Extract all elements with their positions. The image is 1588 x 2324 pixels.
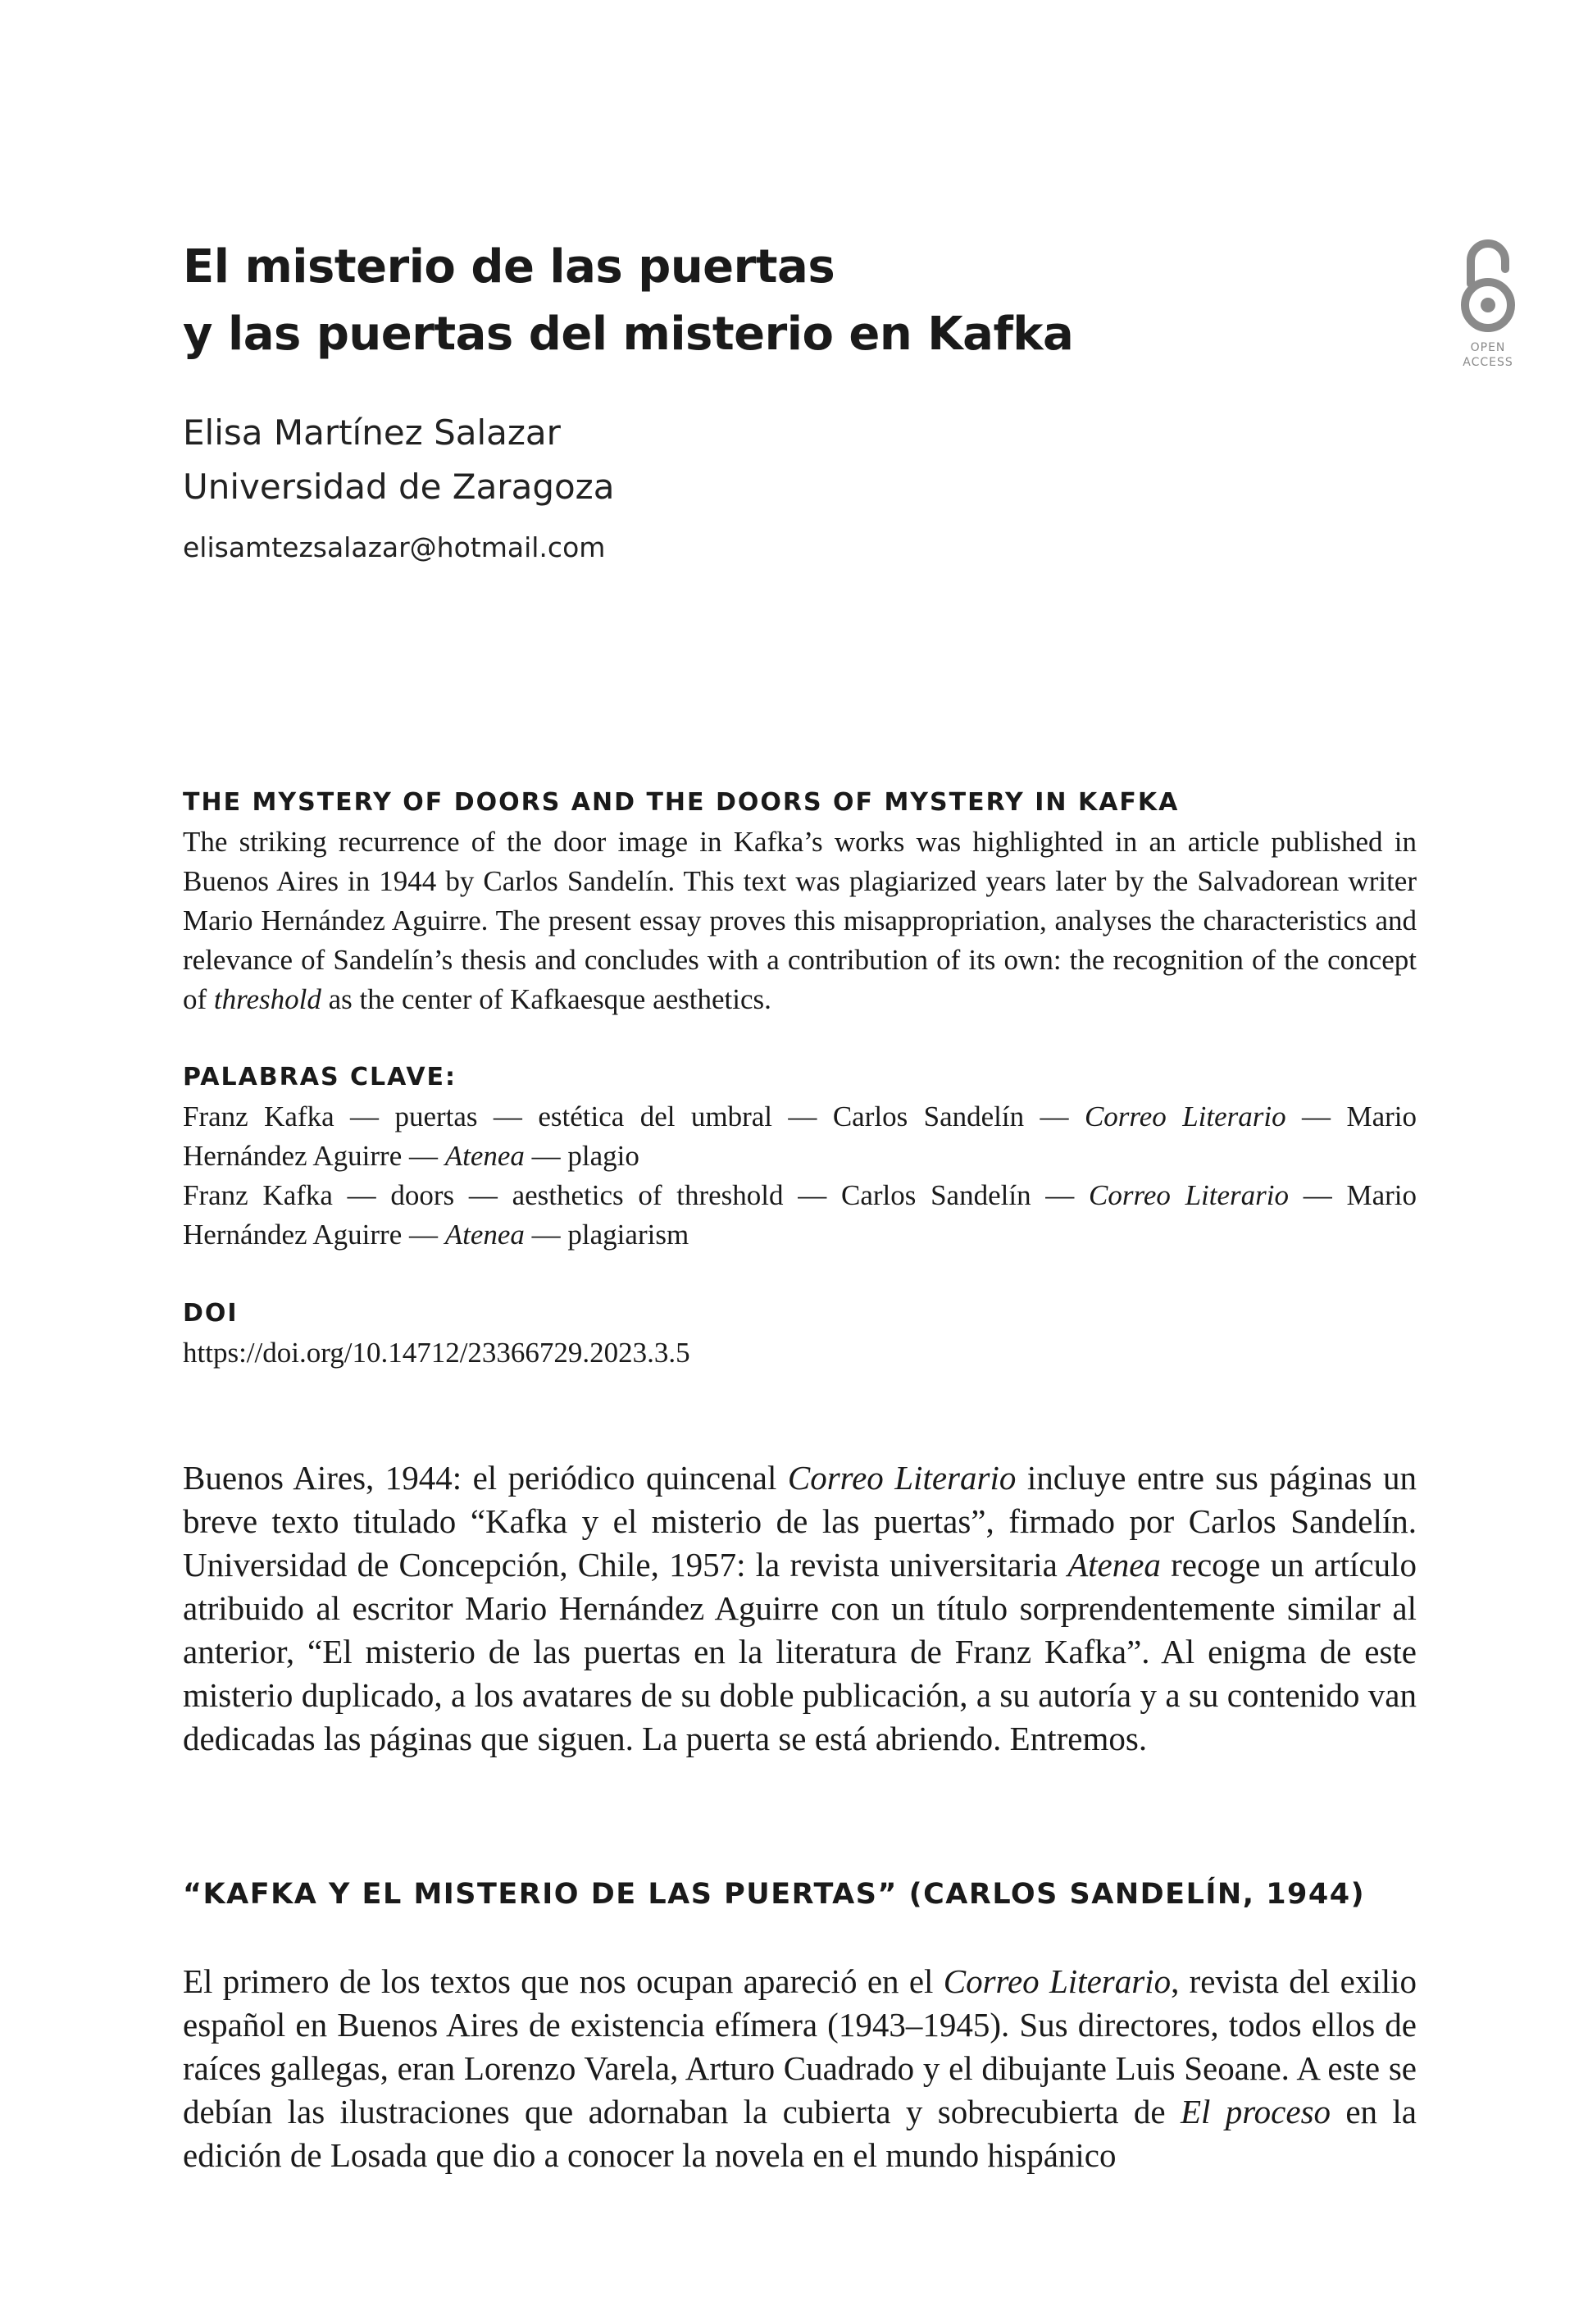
- keywords-en-italic: Correo Literario: [1089, 1179, 1289, 1211]
- keywords-es-part: — plagio: [524, 1140, 639, 1172]
- title-line-2: y las puertas del misterio en Kafka: [183, 308, 1074, 361]
- article-title: [183, 234, 1413, 368]
- keywords-en-italic: Atenea: [444, 1219, 525, 1251]
- title-line-1: El misterio de las puertas: [183, 240, 835, 294]
- keywords-section: [183, 1058, 1417, 1255]
- abstract-section: [183, 783, 1417, 1019]
- section-paragraph: [183, 1960, 1417, 2177]
- open-access-icon: [1457, 236, 1519, 335]
- open-access-line-1: OPEN: [1470, 341, 1506, 354]
- keywords-en-part: — Mario Hernández Aguirre —: [183, 1179, 1417, 1251]
- section-heading: “KAFKA Y EL MISTERIO DE LAS PUERTAS” (CARLOS SANDELÍN, 1944): [183, 1878, 1366, 1911]
- abstract-text-end: as the center of Kafkaesque aesthetics.: [321, 983, 771, 1015]
- open-access-badge: [1455, 236, 1521, 370]
- section-italic: El proceso: [1180, 2093, 1331, 2130]
- intro-paragraph: [183, 1456, 1417, 1761]
- abstract-text-part: The striking recurrence of the door image in Kafka’s works was highlighted in an article published in Buenos Aires in 1944 by Carlos Sandelín. This text was plagiarized years later by the Salvadorean writer Mario Hernández Aguirre. The present essay proves this misappropriation, analyses the characteristics and relevance of Sandelín’s thesis and concludes with a contribution of its own: the recognition of the concept of: [183, 826, 1417, 1015]
- keywords-es-part: — Mario Hernández Aguirre —: [183, 1100, 1417, 1172]
- author-block: [183, 406, 614, 514]
- keywords-en-part: Franz Kafka — doors — aesthetics of threshold — Carlos Sandelín —: [183, 1179, 1090, 1211]
- keywords-es-part: Franz Kafka — puertas — estética del umbral — Carlos Sandelín —: [183, 1100, 1085, 1132]
- doi-heading: DOI: [183, 1299, 239, 1328]
- open-access-line-2: ACCESS: [1463, 356, 1513, 369]
- keywords-es-italic: Correo Literario: [1084, 1100, 1286, 1132]
- intro-italic: Atenea: [1067, 1546, 1161, 1584]
- open-access-label: [1455, 340, 1521, 370]
- intro-text: Buenos Aires, 1944: el periódico quincenal: [183, 1459, 788, 1497]
- abstract-heading: THE MYSTERY OF DOORS AND THE DOORS OF MYSTERY IN KAFKA: [183, 788, 1180, 817]
- section-italic: Correo Literario: [943, 1962, 1172, 2000]
- abstract-italic-term: threshold: [213, 983, 321, 1015]
- intro-text: incluye entre sus páginas un breve texto titulado “Kafka y el misterio de las puertas”, firmado por Carlos Sandelín. Universidad de Concepción, Chile, 1957: la revista universitaria: [183, 1459, 1417, 1584]
- intro-text: recoge un artículo atribuido al escritor Mario Hernández Aguirre con un título sorprendentemente similar al anterior, “El misterio de las puertas en la literatura de Franz Kafka”. Al enigma de este misterio duplicado, a los avatares de su doble publicación, a su autoría y a su contenido van dedicadas las páginas que siguen. La puerta se está abriendo. Entremos.: [183, 1546, 1417, 1757]
- doi-link[interactable]: https://doi.org/10.14712/23366729.2023.3.5: [183, 1337, 690, 1369]
- doi-section: [183, 1294, 1417, 1373]
- keywords-en: [183, 1176, 1417, 1255]
- section-text: El primero de los textos que nos ocupan apareció en el: [183, 1962, 944, 2000]
- keywords-es-italic: Atenea: [444, 1140, 525, 1172]
- intro-italic: Correo Literario: [787, 1459, 1017, 1497]
- keywords-en-part: — plagiarism: [524, 1219, 689, 1251]
- keywords-heading: PALABRAS CLAVE:: [183, 1063, 457, 1091]
- author-affiliation: Universidad de Zaragoza: [183, 467, 615, 507]
- abstract-text: [183, 823, 1417, 1019]
- section-text: , revista del exilio español en Buenos Aires de existencia efímera (1943–1945). Sus directores, todos ellos de raíces gallegas, eran Lorenzo Varela, Arturo Cuadrado y el dibujante Luis Seoane. A este se debían las ilustraciones que adornaban la cubierta y sobrecubierta de: [183, 1962, 1417, 2130]
- keywords-es: [183, 1097, 1417, 1176]
- section-text: en la edición de Losada que dio a conocer la novela en el mundo hispánico: [183, 2093, 1417, 2174]
- author-name: Elisa Martínez Salazar: [183, 412, 561, 453]
- author-email: elisamtezsalazar@hotmail.com: [183, 531, 606, 563]
